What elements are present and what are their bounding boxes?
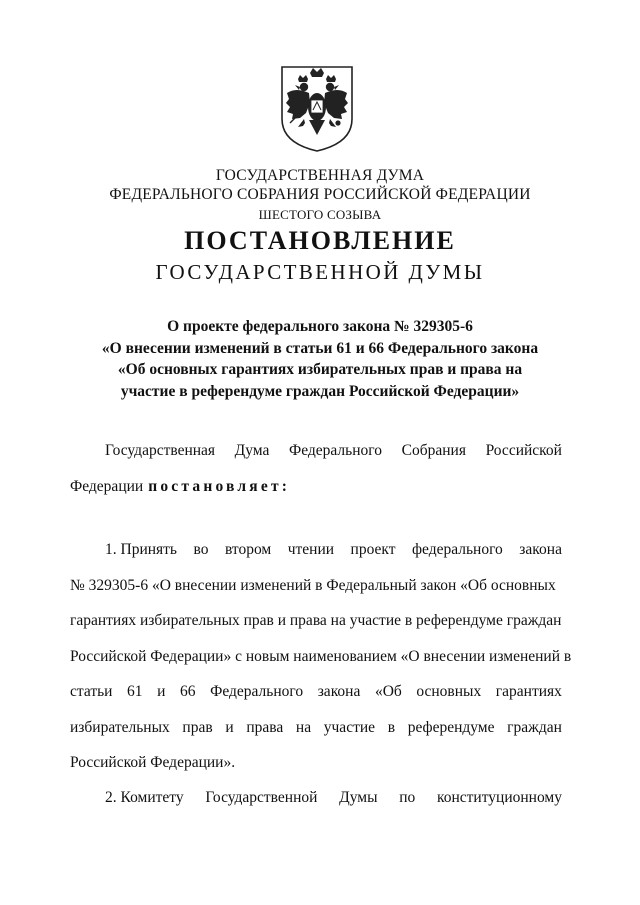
word: Федерального [210, 683, 304, 700]
paragraph-line: Российской Федерации». [70, 754, 236, 771]
word: на [295, 718, 312, 736]
word: 66 [180, 683, 196, 700]
word: Думы [339, 789, 378, 806]
word: Российской [485, 442, 562, 459]
word: втором [224, 541, 272, 558]
paragraph-line [70, 780, 562, 816]
document-title [0, 224, 640, 286]
word: Собрания [401, 442, 466, 459]
subject-line: «Об основных гарантиях избирательных прав и права на [117, 361, 523, 378]
word: и [225, 718, 234, 736]
word: чтении [287, 541, 335, 558]
word: прав [182, 718, 213, 736]
coat-of-arms-emblem [276, 63, 358, 153]
resolves-keyword: постановляет: [148, 477, 291, 495]
word: статьи [70, 683, 113, 700]
preamble-line-2 [70, 469, 562, 505]
word: и [157, 683, 166, 700]
header-line-assembly: ФЕДЕРАЛЬНОГО СОБРАНИЯ РОССИЙСКОЙ ФЕДЕРАЦИИ [109, 186, 531, 203]
paragraph-line [70, 532, 562, 568]
word: проект [350, 541, 396, 558]
paragraph-line: Российской Федерации» с новым наименованием «О внесении изменений в [70, 647, 572, 665]
word: во [193, 541, 209, 558]
word: Дума [234, 442, 270, 459]
paragraph-1 [70, 532, 572, 781]
subject-line: «О внесении изменений в статьи 61 и 66 Федерального закона [101, 339, 539, 357]
subject-line: участие в референдуме граждан Российской Федерации» [120, 382, 520, 400]
header-line-convocation: ШЕСТОГО СОЗЫВА [258, 207, 382, 222]
word: гарантиях [495, 683, 562, 700]
word: Государственная [105, 442, 216, 459]
word: закона [519, 541, 562, 558]
paragraph-line: № 329305-6 «О внесении изменений в Федеральный закон «Об основных [70, 576, 556, 594]
word: по [399, 789, 416, 806]
word: права [246, 718, 284, 736]
issuer-header [0, 166, 640, 226]
word: Государственной [205, 789, 318, 806]
word: закона [317, 683, 361, 700]
word: граждан [507, 718, 562, 736]
subject-line: О проекте федерального закона № 329305-6 [167, 318, 473, 335]
paragraph-line: гарантиях избирательных прав и права на участие в референдуме граждан [70, 612, 562, 629]
word: 1. Принять [105, 541, 178, 558]
word: основных [416, 683, 482, 700]
word: «Об [374, 683, 402, 700]
word: федерального [411, 541, 503, 558]
title-main: ПОСТАНОВЛЕНИЕ [184, 226, 456, 255]
word: референдуме [407, 718, 495, 736]
word: участие [323, 718, 376, 736]
word: 61 [127, 683, 143, 700]
paragraph-line [70, 674, 562, 710]
subject-heading [0, 316, 640, 402]
word: 2. Комитету [105, 789, 184, 806]
word: конституционному [436, 789, 562, 806]
title-sub: ГОСУДАРСТВЕННОЙ ДУМЫ [155, 260, 485, 284]
header-line-duma: ГОСУДАРСТВЕННАЯ ДУМА [215, 167, 425, 184]
paragraph-2 [70, 780, 562, 816]
preamble [70, 433, 562, 504]
word: Федерального [288, 442, 383, 459]
word: избирательных [70, 718, 170, 736]
preamble-line-1 [70, 433, 562, 469]
paragraph-line [70, 710, 562, 746]
double-headed-eagle-icon [276, 63, 358, 153]
word: в [387, 718, 396, 736]
word: Федерации [70, 477, 144, 495]
